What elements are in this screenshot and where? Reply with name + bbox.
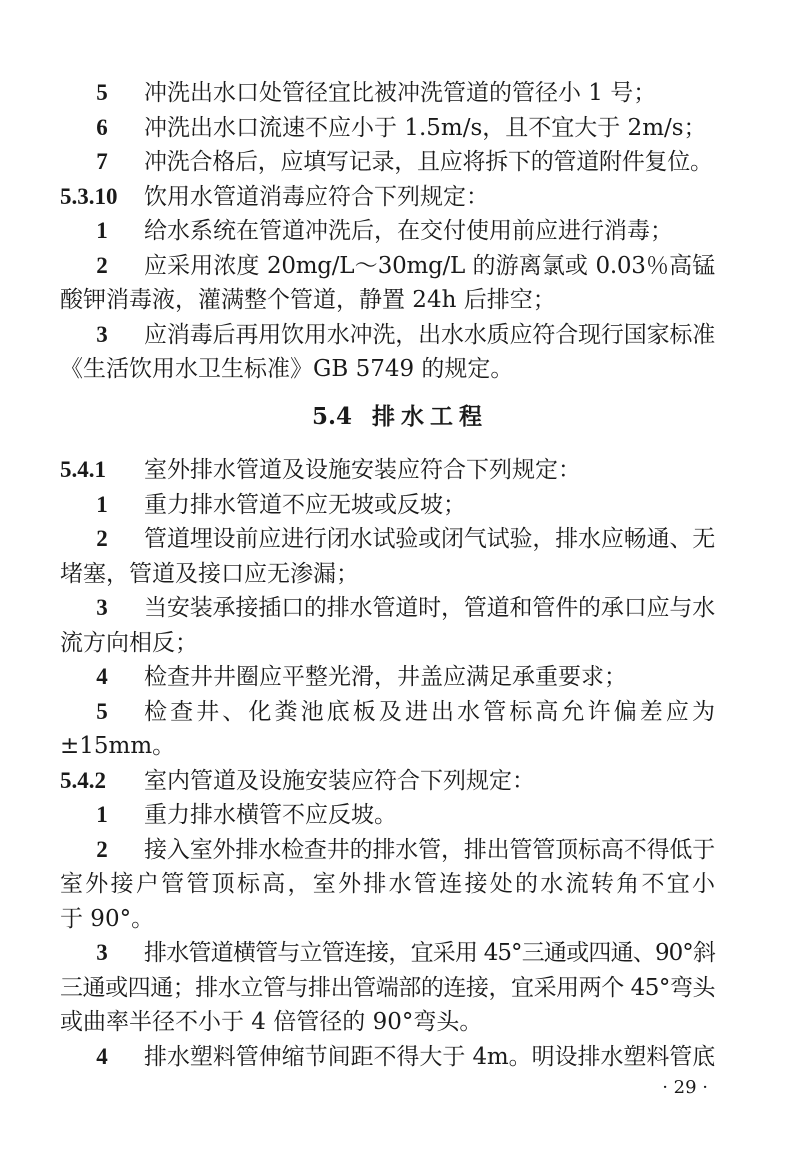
item-number: 2 — [96, 526, 108, 551]
line-text: 应消毒后再用饮用水冲洗，出水水质应符合现行国家标准 — [144, 321, 715, 348]
list-item — [60, 591, 715, 625]
line-text: 当安装承接插口的排水管道时，管道和管件的承口应与水 — [144, 595, 715, 621]
continuation-line — [60, 626, 715, 660]
line-text: 检查井、化粪池底板及进出水管标高允许偏差应为 — [144, 698, 715, 725]
item-number: 6 — [96, 114, 108, 140]
line-text: 《生活饮用水卫生标准》GB 5749 的规定。 — [60, 356, 514, 382]
list-item — [60, 111, 715, 145]
line-text: 堵塞，管道及接口应无渗漏； — [60, 560, 359, 587]
line-text: 排水管道横管与立管连接，宜采用 45°三通或四通、90°斜 — [144, 940, 715, 966]
section-title: 排水工程 — [372, 403, 488, 430]
list-item — [60, 936, 715, 970]
clause-line — [60, 180, 715, 214]
line-text: 冲洗合格后，应填写记录，且应将拆下的管道附件复位。 — [144, 149, 713, 175]
item-number: 1 — [96, 491, 108, 517]
continuation-line — [60, 902, 715, 936]
clause-line — [60, 453, 715, 487]
item-number: 5 — [96, 80, 108, 105]
list-item — [60, 488, 715, 522]
item-number: 7 — [96, 149, 108, 174]
continuation-line — [60, 283, 715, 317]
section-number: 5.4 — [311, 403, 352, 430]
list-item — [60, 76, 715, 110]
page-number: · 29 · — [662, 1077, 708, 1098]
list-item — [60, 522, 715, 556]
continuation-line — [60, 971, 715, 1005]
list-item — [60, 833, 715, 867]
clause-number: 5.3.10 — [60, 183, 118, 209]
line-text: 酸钾消毒液，灌满整个管道，静置 24h 后排空； — [60, 287, 556, 313]
line-text: 应采用浓度 20mg/L～30mg/L 的游离氯或 0.03％高锰 — [144, 252, 715, 279]
line-text: 冲洗出水口处管径宜比被冲洗管道的管径小 1 号； — [144, 80, 657, 106]
item-number: 2 — [96, 252, 108, 278]
line-text: 或曲率半径不小于 4 倍管径的 90°弯头。 — [60, 1009, 483, 1035]
item-number: 4 — [96, 1043, 108, 1069]
clause-number: 5.4.2 — [60, 767, 106, 793]
list-item — [60, 249, 715, 283]
item-number: 1 — [96, 802, 108, 827]
continuation-line — [60, 729, 715, 763]
line-text: 饮用水管道消毒应符合下列规定： — [144, 183, 489, 210]
line-text: 三通或四通；排水立管与排出管端部的连接，宜采用两个 45°弯头 — [60, 974, 715, 1001]
continuation-line — [60, 1005, 715, 1039]
line-text: 管道埋设前应进行闭水试验或闭气试验，排水应畅通、无 — [144, 526, 715, 552]
continuation-line — [60, 557, 715, 591]
line-text: 给水系统在管道冲洗后，在交付使用前应进行消毒； — [144, 218, 673, 244]
item-number: 4 — [96, 664, 108, 689]
line-text: 流方向相反； — [60, 629, 198, 656]
line-text: 接入室外排水检查井的排水管，排出管管顶标高不得低于 — [144, 836, 715, 863]
line-text: 排水塑料管伸缩节间距不得大于 4m。明设排水塑料管底 — [144, 1043, 715, 1070]
item-number: 3 — [96, 940, 108, 965]
list-item — [60, 214, 715, 248]
item-number: 1 — [96, 218, 108, 243]
item-number: 3 — [96, 321, 108, 347]
list-item — [60, 318, 715, 352]
list-item — [60, 695, 715, 729]
line-text: 室外接户管管顶标高，室外排水管连接处的水流转角不宜小 — [60, 871, 715, 897]
line-text: 室内管道及设施安装应符合下列规定： — [144, 767, 535, 794]
continuation-line — [60, 352, 715, 386]
line-text: 重力排水横管不应反坡。 — [144, 802, 397, 828]
item-number: 5 — [96, 698, 108, 724]
line-text: 于 90°。 — [60, 905, 155, 932]
list-item — [60, 145, 715, 179]
list-item — [60, 660, 715, 694]
item-number: 2 — [96, 836, 108, 862]
continuation-line — [60, 867, 715, 901]
list-item — [60, 798, 715, 832]
line-text: 重力排水管道不应无坡或反坡； — [144, 491, 466, 518]
clause-line — [60, 764, 715, 798]
list-item — [60, 1040, 715, 1074]
section-heading — [0, 400, 800, 434]
line-text: ±15mm。 — [60, 733, 176, 759]
item-number: 3 — [96, 595, 108, 620]
clause-number: 5.4.1 — [60, 457, 106, 482]
line-text: 冲洗出水口流速不应小于 1.5m/s，且不宜大于 2m/s； — [144, 114, 707, 141]
line-text: 室外排水管道及设施安装应符合下列规定： — [144, 457, 581, 483]
line-text: 检查井井圈应平整光滑，井盖应满足承重要求； — [144, 664, 627, 690]
